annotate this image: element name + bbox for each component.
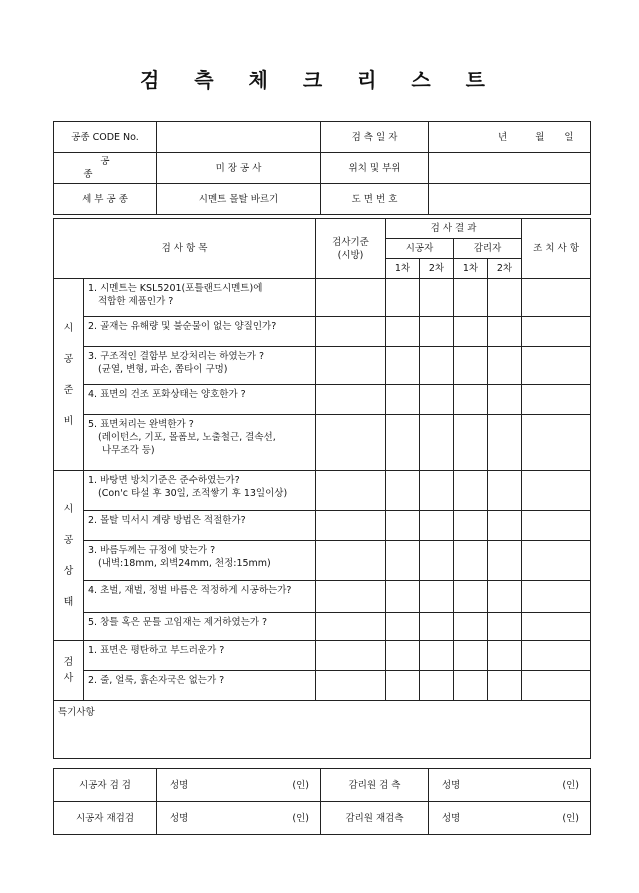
standard-cell[interactable] [316,471,386,511]
contractor-recheck-sign[interactable]: 성명 (인) [157,802,321,835]
contractor-2nd-cell[interactable] [420,471,454,511]
check-item [84,385,316,415]
location-field[interactable] [429,153,591,184]
check-item-line: 적합한 제품인가 ? [98,296,174,307]
supervisor-1st-cell[interactable] [454,581,488,613]
col-first-header: 1차 [454,259,488,279]
check-item-line: 3. 구조적인 결함부 보강처리는 하였는가 ? [88,351,265,362]
contractor-1st-cell[interactable] [386,613,420,641]
date-year: 년 [498,131,508,143]
check-item-line: (내벽:18mm, 외벽24mm, 천정:15mm) [98,558,271,569]
category-char: 비 [63,415,74,427]
supervisor-1st-cell[interactable] [454,541,488,581]
contractor-1st-cell[interactable] [386,317,420,347]
check-item [84,347,316,385]
category-char: 상 [63,565,74,577]
check-item [84,613,316,641]
section-category [54,279,84,471]
supervisor-1st-cell[interactable] [454,347,488,385]
contractor-2nd-cell[interactable] [420,415,454,471]
supervisor-check-sign[interactable]: 성명 (인) [429,769,591,802]
supervisor-recheck-sign[interactable]: 성명 (인) [429,802,591,835]
action-cell[interactable] [522,671,591,701]
standard-cell[interactable] [316,385,386,415]
standard-cell[interactable] [316,581,386,613]
contractor-2nd-cell[interactable] [420,511,454,541]
category-char: 준 [63,384,74,396]
work-type-field[interactable]: 미 장 공 사 [157,153,321,184]
col-result-header: 검 사 결 과 [386,219,522,239]
drawing-label: 도 면 번 호 [321,184,429,215]
check-item-line: 1. 표면은 평탄하고 부드러운가 ? [88,645,225,656]
detail-field[interactable]: 시멘트 몰탈 바르기 [157,184,321,215]
check-item-line: 5. 창틀 혹은 문틀 고임재는 제거하였는가 ? [88,617,268,628]
remarks-field[interactable] [54,701,591,759]
category-char: 사 [63,672,74,684]
supervisor-2nd-cell[interactable] [488,415,522,471]
supervisor-1st-cell[interactable] [454,671,488,701]
check-item-line: 1. 바탕면 방치기준은 준수하였는가? [88,475,240,486]
contractor-2nd-cell[interactable] [420,641,454,671]
standard-cell[interactable] [316,415,386,471]
supervisor-2nd-cell[interactable] [488,471,522,511]
date-field[interactable] [429,122,591,153]
check-item-line: 5. 표면처리는 완벽한가 ? [88,419,194,430]
supervisor-1st-cell[interactable] [454,385,488,415]
signature-table [53,768,591,835]
supervisor-2nd-cell[interactable] [488,641,522,671]
contractor-1st-cell[interactable] [386,511,420,541]
standard-cell[interactable] [316,671,386,701]
supervisor-1st-cell[interactable] [454,511,488,541]
action-cell[interactable] [522,613,591,641]
contractor-1st-cell[interactable] [386,385,420,415]
check-item-line: 2. 줄, 얼룩, 흙손자국은 없는가 ? [88,675,225,686]
check-item [84,279,316,317]
location-label: 위치 및 부위 [321,153,429,184]
contractor-1st-cell[interactable] [386,641,420,671]
supervisor-1st-cell[interactable] [454,641,488,671]
contractor-1st-cell[interactable] [386,415,420,471]
col-second-header: 2차 [488,259,522,279]
date-month: 월 [535,131,545,143]
supervisor-1st-cell[interactable] [454,613,488,641]
section-category [54,641,84,701]
category-char: 검 [63,656,74,668]
contractor-1st-cell[interactable] [386,671,420,701]
category-char: 시 [63,503,74,515]
contractor-recheck-label: 시공자 재검검 [54,802,157,835]
action-cell[interactable] [522,279,591,317]
contractor-2nd-cell[interactable] [420,317,454,347]
date-label: 검 측 일 자 [321,122,429,153]
contractor-2nd-cell[interactable] [420,671,454,701]
contractor-check-sign[interactable]: 성명 (인) [157,769,321,802]
supervisor-1st-cell[interactable] [454,279,488,317]
contractor-2nd-cell[interactable] [420,541,454,581]
contractor-check-label: 시공자 검 검 [54,769,157,802]
check-item-line: (Con'c 타설 후 30일, 조적쌓기 후 13일이상) [98,488,288,499]
contractor-2nd-cell[interactable] [420,385,454,415]
supervisor-2nd-cell[interactable] [488,279,522,317]
supervisor-2nd-cell[interactable] [488,347,522,385]
supervisor-2nd-cell[interactable] [488,581,522,613]
action-cell[interactable] [522,385,591,415]
drawing-field[interactable] [429,184,591,215]
col-item-header: 검 사 항 목 [54,219,316,279]
check-item [84,541,316,581]
check-item [84,415,316,471]
supervisor-2nd-cell[interactable] [488,541,522,581]
action-cell[interactable] [522,471,591,511]
contractor-2nd-cell[interactable] [420,347,454,385]
supervisor-check-label: 감리원 검 측 [321,769,429,802]
check-item-line: 2. 몰탈 믹서시 계량 방법은 적절한가? [88,515,246,526]
check-item-line: (균열, 변형, 파손, 쫌타이 구멍) [98,364,228,375]
category-char: 공 [63,534,74,546]
contractor-1st-cell[interactable] [386,541,420,581]
check-item [84,511,316,541]
check-item-line: 4. 표면의 건조 포화상태는 양호한가 ? [88,389,246,400]
check-item [84,317,316,347]
standard-cell[interactable] [316,613,386,641]
category-char: 공 [63,353,74,365]
check-item-line: 1. 시멘트는 KSL5201(포틀랜드시멘트)에 [88,283,263,294]
category-char: 태 [63,596,74,608]
standard-cell[interactable] [316,279,386,317]
supervisor-2nd-cell[interactable] [488,613,522,641]
supervisor-recheck-label: 감리원 재검측 [321,802,429,835]
action-cell[interactable] [522,511,591,541]
checklist-table [53,218,591,759]
check-item [84,671,316,701]
check-item [84,641,316,671]
section-category [54,471,84,641]
supervisor-2nd-cell[interactable] [488,511,522,541]
action-cell[interactable] [522,581,591,613]
category-char: 시 [63,322,74,334]
check-item [84,581,316,613]
col-second-header: 2차 [420,259,454,279]
standard-cell[interactable] [316,317,386,347]
remarks-label: 특기사항 [58,707,95,718]
contractor-1st-cell[interactable] [386,347,420,385]
col-first-header: 1차 [386,259,420,279]
supervisor-1st-cell[interactable] [454,415,488,471]
contractor-2nd-cell[interactable] [420,279,454,317]
action-cell[interactable] [522,415,591,471]
code-field[interactable] [157,122,321,153]
check-item [84,471,316,511]
check-item-line: 2. 골재는 유해량 및 불순물이 없는 양질인가? [88,321,277,332]
action-cell[interactable] [522,317,591,347]
standard-cell[interactable] [316,511,386,541]
contractor-2nd-cell[interactable] [420,613,454,641]
supervisor-2nd-cell[interactable] [488,671,522,701]
check-item-line: 나무조각 등) [102,445,155,456]
supervisor-1st-cell[interactable] [454,471,488,511]
contractor-1st-cell[interactable] [386,279,420,317]
contractor-2nd-cell[interactable] [420,581,454,613]
col-contractor-header: 시공자 [386,239,454,259]
date-day: 일 [564,131,574,143]
standard-cell[interactable] [316,641,386,671]
standard-cell[interactable] [316,541,386,581]
check-item-line: (레이턴스, 기포, 몰폼보, 노출철근, 결속선, [98,432,276,443]
supervisor-1st-cell[interactable] [454,317,488,347]
work-type-label: 공 종 [54,153,157,184]
contractor-1st-cell[interactable] [386,471,420,511]
page-title: 검 측 체 크 리 스 트 [139,68,500,92]
check-item-line: 4. 초벌, 재벌, 정벌 바름은 적정하게 시공하는가? [88,585,292,596]
supervisor-2nd-cell[interactable] [488,385,522,415]
info-table [53,121,591,215]
check-item-line: 3. 바름두께는 규정에 맞는가 ? [88,545,216,556]
detail-label: 세 부 공 종 [54,184,157,215]
action-cell[interactable] [522,541,591,581]
code-label: 공종 CODE No. [54,122,157,153]
col-supervisor-header: 감리자 [454,239,522,259]
contractor-1st-cell[interactable] [386,581,420,613]
action-cell[interactable] [522,347,591,385]
col-standard-header: 검사기준 (시방) [316,219,386,279]
standard-cell[interactable] [316,347,386,385]
action-cell[interactable] [522,641,591,671]
col-action-header: 조 치 사 항 [522,219,591,279]
supervisor-2nd-cell[interactable] [488,317,522,347]
